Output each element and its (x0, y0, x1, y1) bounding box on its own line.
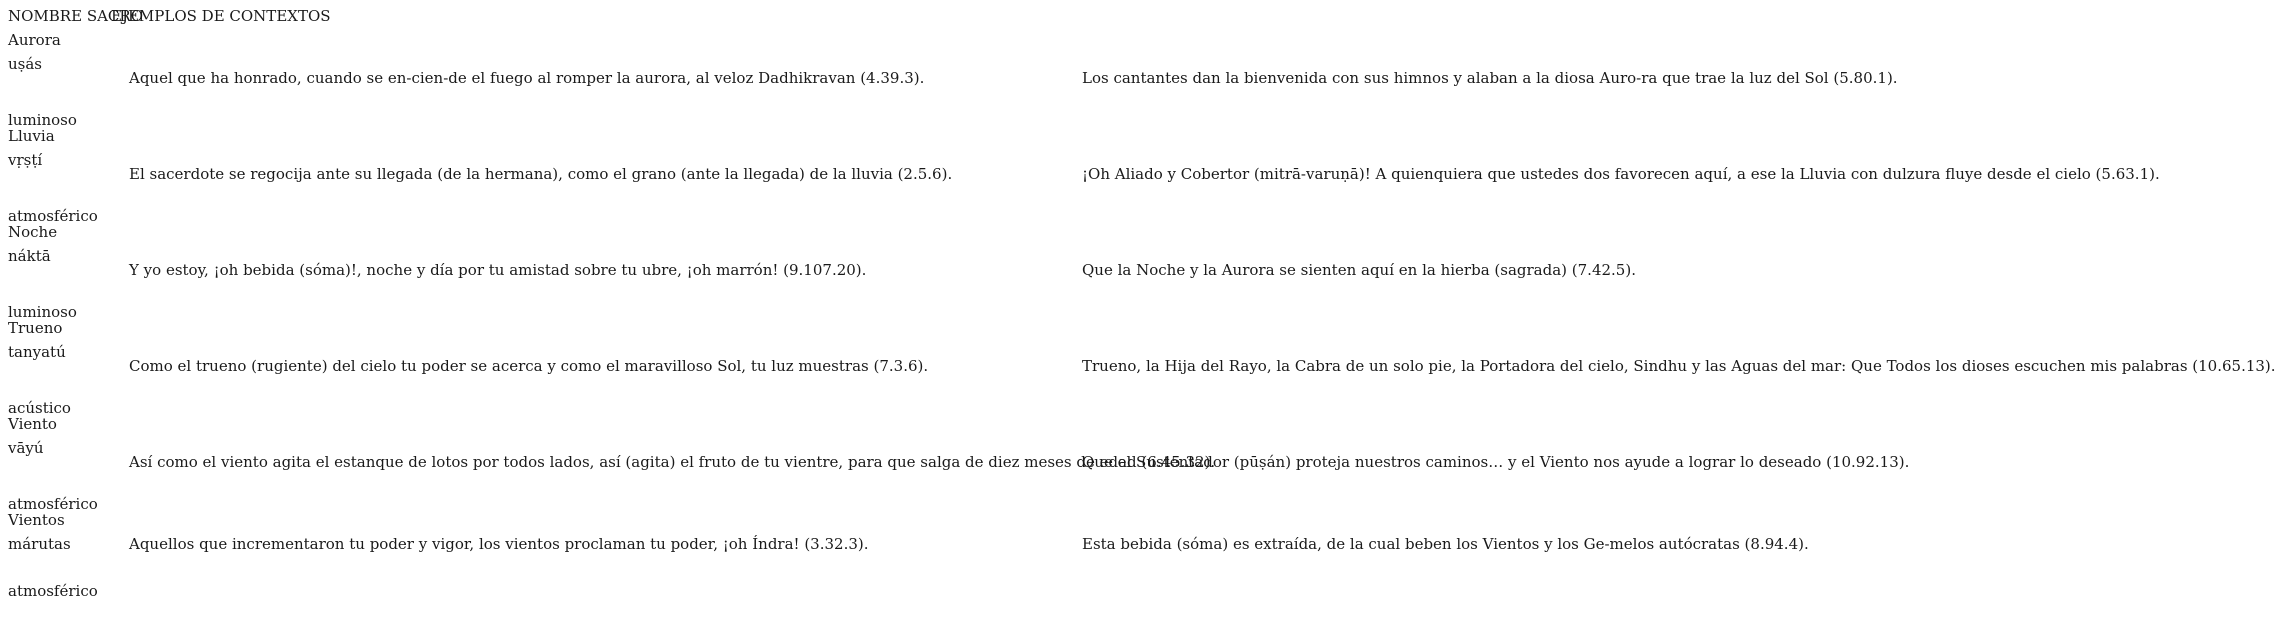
entry-name: Viento (8, 415, 57, 433)
entry-sanskrit: náktā (8, 247, 51, 265)
entry-name: Lluvia (8, 127, 55, 145)
entry-name: Vientos (8, 511, 65, 529)
entry-category: atmosférico (8, 495, 98, 513)
entry-example-2: Trueno, la Hija del Rayo, la Cabra de un solo pie, la Portadora del cielo, Sindhu y las Aguas del mar: Que Todos los dioses escuchen mis palabras (10.65.13). (1082, 357, 2276, 375)
entry-sanskrit: vāyú (8, 439, 44, 457)
entry-example-1: Así como el viento agita el estanque de lotos por todos lados, así (agita) el fruto de tu vientre, para que salga de diez meses de edad (6.45.32). (129, 453, 1216, 471)
entry-example-2: Que el Sustentador (pūṣán) proteja nuestros caminos… y el Viento nos ayude a lograr lo deseado (10.92.13). (1082, 453, 1910, 471)
entry-example-2: ¡Oh Aliado y Cobertor (mitrā-varuṇā)! A quienquiera que ustedes dos favorecen aquí, a ese la Lluvia con dulzura fluye desde el cielo (5.63.1). (1082, 165, 2160, 183)
entry-example-2: Esta bebida (sóma) es extraída, de la cual beben los Vientos y los Ge-melos autócratas (8.94.4). (1082, 535, 1809, 553)
entry-sanskrit: uṣás (8, 55, 42, 73)
entry-category: atmosférico (8, 207, 98, 225)
entry-example-2: Que la Noche y la Aurora se sienten aquí en la hierba (sagrada) (7.42.5). (1082, 261, 1636, 279)
entry-sanskrit: márutas (8, 535, 71, 553)
entry-sanskrit: vṛṣṭí (8, 151, 43, 169)
entry-lluvia (0, 127, 2160, 225)
entry-aurora (0, 31, 2139, 127)
header-context-column: EJEMPLOS DE CONTEXTOS (111, 7, 331, 25)
entry-name: Noche (8, 223, 58, 241)
entry-name: Aurora (8, 31, 61, 49)
entry-noche (0, 223, 2139, 319)
entry-example-1: Aquel que ha honrado, cuando se en-cien-de el fuego al romper la aurora, al veloz Dadhikravan (4.39.3). (129, 69, 925, 87)
entry-example-1: Como el trueno (rugiente) del cielo tu poder se acerca y como el maravilloso Sol, tu luz muestras (7.3.6). (129, 357, 929, 375)
entry-example-1: Aquellos que incrementaron tu poder y vigor, los vientos proclaman tu poder, ¡oh Índra! (3.32.3). (129, 535, 869, 553)
entry-trueno (0, 319, 2276, 417)
entry-sanskrit: tanyatú (8, 343, 66, 361)
header-name-column: NOMBRE SACRO (8, 7, 143, 25)
entry-vientos (0, 511, 2139, 607)
entry-example-2: Los cantantes dan la bienvenida con sus himnos y alaban a la diosa Auro-ra que trae la luz del Sol (5.80.1). (1082, 69, 1898, 87)
entry-category: atmosférico (8, 582, 98, 600)
entry-example-1: Y yo estoy, ¡oh bebida (sóma)!, noche y día por tu amistad sobre tu ubre, ¡oh marrón! (9.107.20). (129, 261, 867, 279)
entry-category: luminoso (8, 111, 77, 129)
entry-viento (0, 415, 2139, 511)
entry-example-1: El sacerdote se regocija ante su llegada (de la hermana), como el grano (ante la llegada) de la lluvia (2.5.6). (129, 165, 953, 183)
entry-name: Trueno (8, 319, 63, 337)
entry-category: luminoso (8, 303, 77, 321)
entry-category: acústico (8, 399, 71, 417)
